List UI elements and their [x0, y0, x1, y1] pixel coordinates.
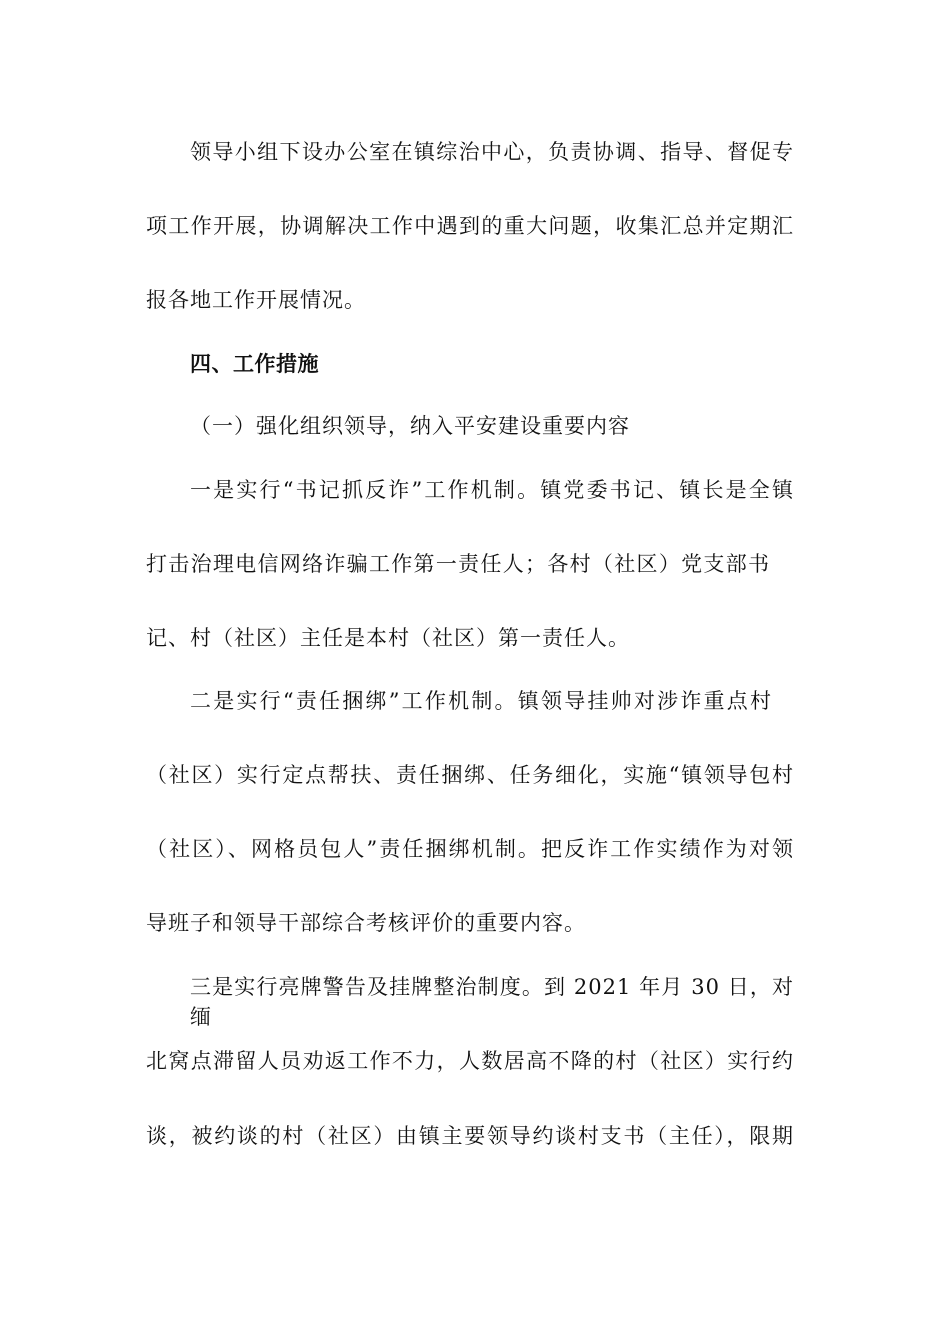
- subsection-heading: （一）强化组织领导，纳入平安建设重要内容: [190, 414, 630, 438]
- paragraph-4-line-1: 三是实行亮牌警告及挂牌整治制度。到 2021 年月 30 日，对缅: [190, 975, 794, 1029]
- paragraph-3-line-1: 二是实行“责任捆绑”工作机制。镇领导挂帅对涉诈重点村: [190, 689, 772, 713]
- paragraph-2-line-2: 打击治理电信网络诈骗工作第一责任人；各村（社区）党支部书: [146, 552, 770, 576]
- paragraph-1-line-2: 项工作开展，协调解决工作中遇到的重大问题，收集汇总并定期汇: [146, 214, 794, 238]
- paragraph-1-line-1: 领导小组下设办公室在镇综治中心，负责协调、指导、督促专: [190, 140, 794, 164]
- paragraph-3-line-4: 导班子和领导干部综合考核评价的重要内容。: [146, 911, 586, 935]
- paragraph-1-line-3: 报各地工作开展情况。: [146, 288, 366, 312]
- paragraph-2-line-3: 记、村（社区）主任是本村（社区）第一责任人。: [146, 626, 630, 650]
- paragraph-3-line-3: （社区）、网格员包人”责任捆绑机制。把反诈工作实绩作为对领: [146, 837, 794, 861]
- paragraph-2-line-1: 一是实行“书记抓反诈”工作机制。镇党委书记、镇长是全镇: [190, 478, 794, 502]
- paragraph-3-line-2: （社区）实行定点帮扶、责任捆绑、任务细化，实施“镇领导包村: [146, 763, 794, 787]
- paragraph-4-line-3: 谈，被约谈的村（社区）由镇主要领导约谈村支书（主任），限期: [146, 1124, 794, 1148]
- paragraph-4-line-2: 北窝点滞留人员劝返工作不力，人数居高不降的村（社区）实行约: [146, 1049, 794, 1073]
- section-heading: 四、工作措施: [190, 351, 319, 376]
